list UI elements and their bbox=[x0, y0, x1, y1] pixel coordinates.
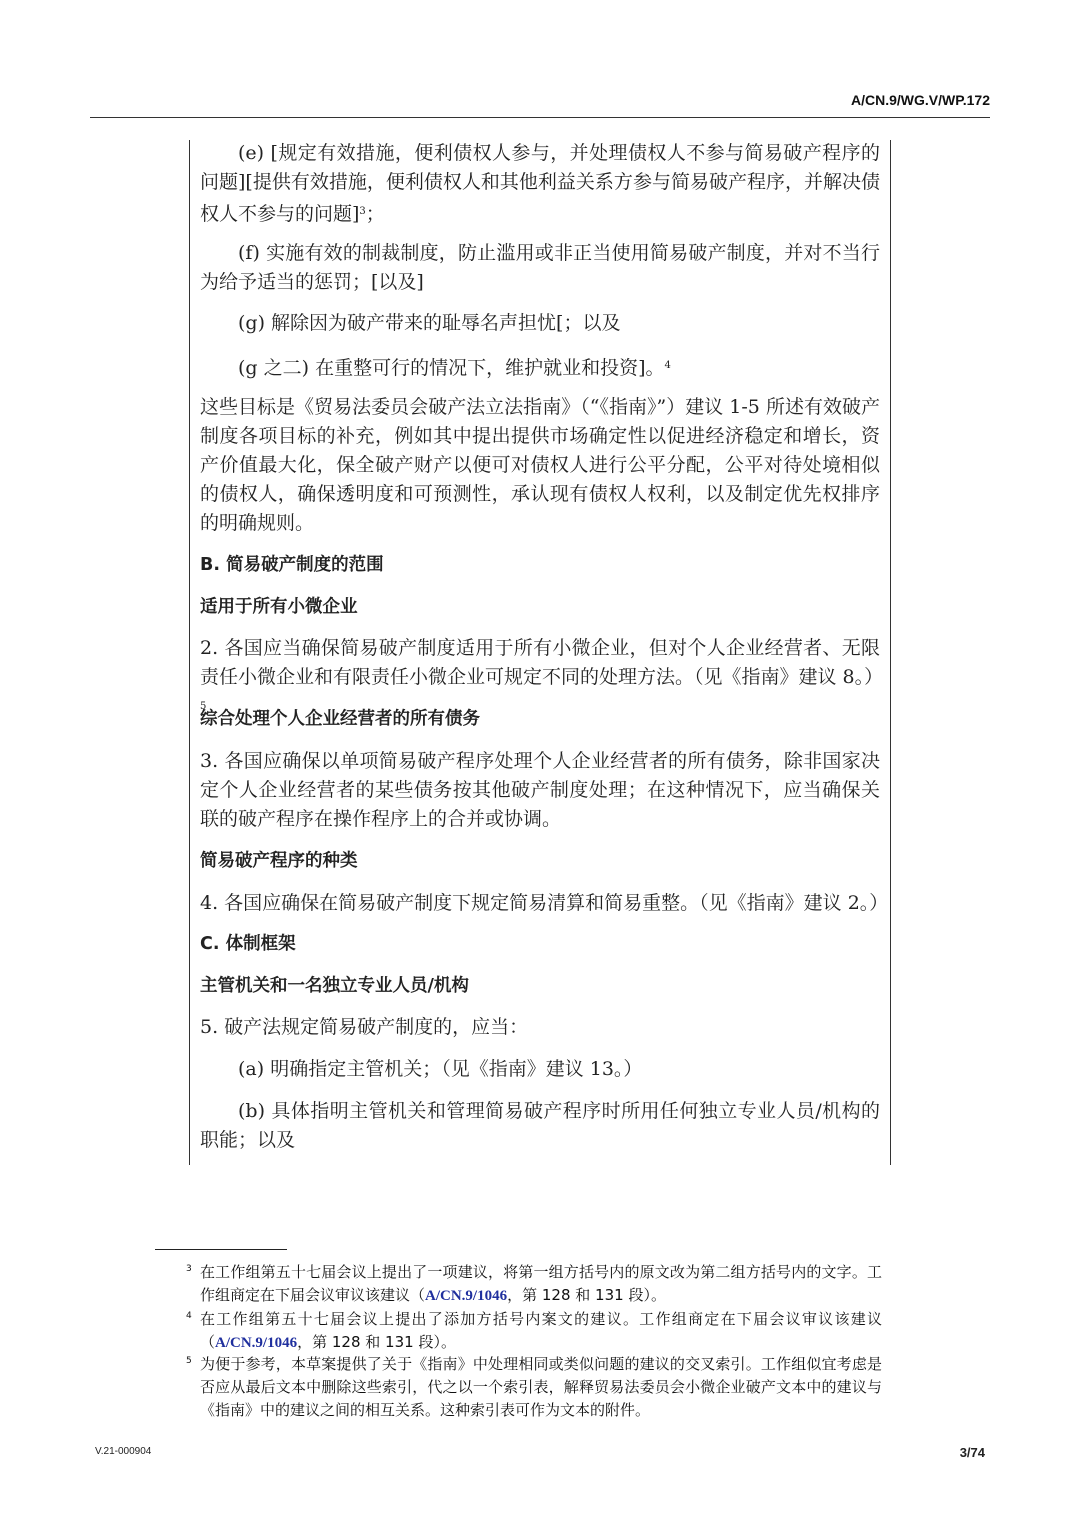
subheading: 主管机关和一名独立专业人员/机构 bbox=[200, 976, 469, 996]
subheading: 简易破产程序的种类 bbox=[200, 851, 358, 871]
item-b: (b) 具体指明主管机关和管理简易破产程序时所用任何独立专业人员/机构的职能；以及 bbox=[200, 1100, 880, 1151]
item-a: (a) 明确指定主管机关；（见《指南》建议 13。） bbox=[238, 1058, 643, 1080]
item-e: (e) [规定有效措施，便利债权人参与，并处理债权人不参与简易破产程序的问题][提供有效措施，便利债权人和其他利益关系方参与简易破产程序，并解决债权人不参与的问题]$^3$； bbox=[200, 142, 880, 225]
footnote-4: 4 在工作组第五十七届会议上提出了添加方括号内案文的建议。工作组商定在下届会议审议该建议（A/CN.9/1046，第 128 和 131 段）。 bbox=[186, 1310, 882, 1351]
item-g: (g) 解除因为破产带来的耻辱名声担忧[；以及 bbox=[238, 312, 621, 334]
footnote-ref[interactable]: 3 bbox=[359, 206, 366, 217]
job-number: V.21-000904 bbox=[95, 1446, 152, 1457]
header-rule bbox=[90, 117, 990, 118]
objectives-paragraph: 这些目标是《贸易法委员会破产法立法指南》（“《指南》”）建议 1-5 所述有效破产制度各项目标的补充，例如其中提出提供市场确定性以促进经济稳定和增长，资产价值最大化，保全破产财产以便可对债权人进行公平分配，公平对待处境相似的债权人，确保透明度和可预测性，承认现有债权人权利，以及制定优先权排序的明确规则。 bbox=[200, 396, 880, 534]
footnote-ref[interactable]: 5 bbox=[200, 701, 207, 712]
paragraph-4: 4. 各国应确保在简易破产制度下规定简易清算和简易重整。（见《指南》建议 2。） bbox=[200, 892, 889, 914]
item-g-bis: (g 之二) 在重整可行的情况下，维护就业和投资]。$^4$ bbox=[238, 357, 671, 379]
footnote-rule bbox=[155, 1249, 287, 1250]
subheading: 适用于所有小微企业 bbox=[200, 597, 358, 617]
right-margin-bar bbox=[890, 140, 891, 1165]
paragraph-3: 3. 各国应确保以单项简易破产程序处理个人企业经营者的所有债务，除非国家决定个人企业经营者的某些债务按其他破产制度处理；在这种情况下，应当确保关联的破产程序在操作程序上的合并或协调。 bbox=[200, 750, 880, 830]
section-b-heading: B. 简易破产制度的范围 bbox=[200, 555, 384, 575]
left-margin-bar bbox=[189, 140, 190, 1165]
footnote-3: 3 在工作组第五十七届会议上提出了一项建议，将第一组方括号内的原文改为第二组方括号内的文字。工作组商定在下届会议审议该建议（A/CN.9/1046，第 128 和 131 段）。 bbox=[186, 1263, 882, 1304]
document-symbol: A/CN.9/WG.V/WP.172 bbox=[850, 92, 990, 108]
section-c-heading: C. 体制框架 bbox=[200, 934, 296, 954]
item-f: (f) 实施有效的制裁制度，防止滥用或非正当使用简易破产制度，并对不当行为给予适当的惩罚；[以及] bbox=[200, 242, 880, 293]
footnote-ref[interactable]: 4 bbox=[664, 360, 671, 371]
document-link[interactable]: A/CN.9/1046 bbox=[425, 1288, 508, 1304]
page-number: 3/74 bbox=[959, 1445, 985, 1460]
paragraph-2: 2. 各国应当确保简易破产制度适用于所有小微企业，但对个人企业经营者、无限责任小微企业和有限责任小微企业可规定不同的处理方法。（见《指南》建议 8。）$^5$ bbox=[200, 637, 884, 712]
subheading: 综合处理个人企业经营者的所有债务 bbox=[200, 709, 480, 729]
document-link[interactable]: A/CN.9/1046 bbox=[215, 1335, 298, 1351]
footnote-5: 5 为便于参考，本草案提供了关于《指南》中处理相同或类似问题的建议的交叉索引。工作组似宜考虑是否应从最后文本中删除这些索引，代之以一个索引表，解释贸易法委员会小微企业破产文本中的建议与《指南》中的建议之间的相互关系。这种索引表可作为文本的附件。 bbox=[186, 1355, 882, 1419]
paragraph-5: 5. 破产法规定简易破产制度的，应当： bbox=[200, 1016, 529, 1038]
